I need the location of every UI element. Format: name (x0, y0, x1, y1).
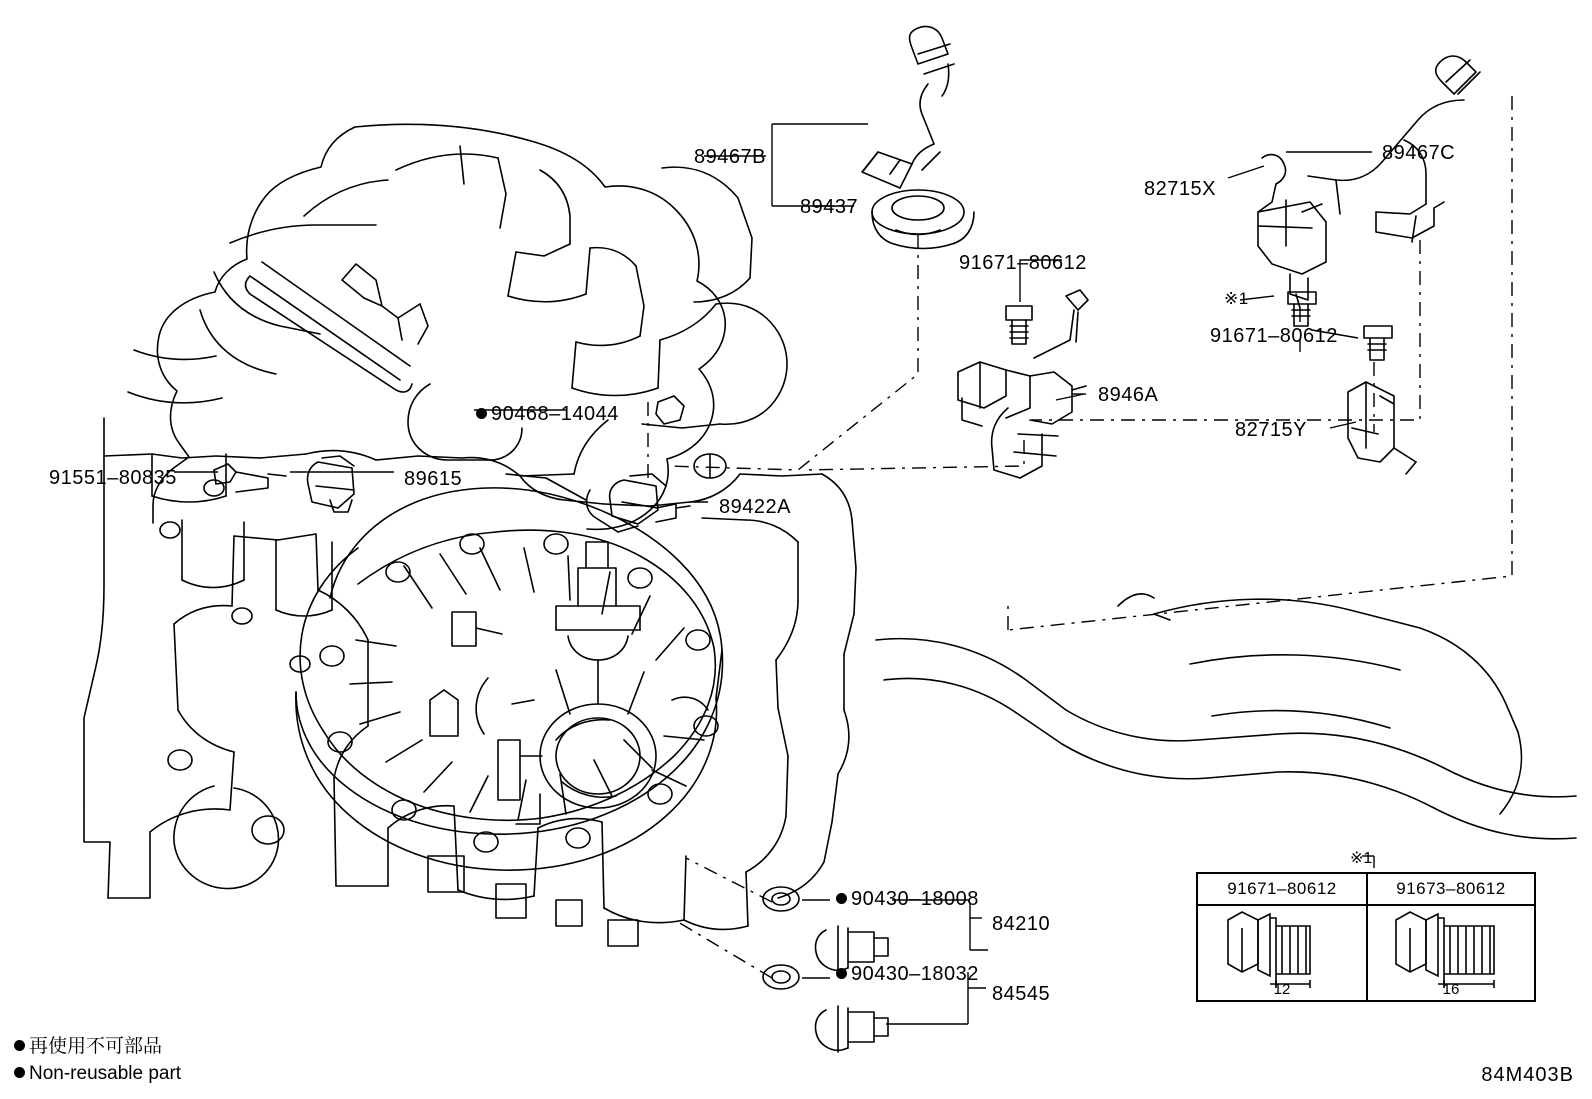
bolt-specification-table (1196, 872, 1536, 1002)
legend-item-jp: 再使用不可部品 (14, 1033, 181, 1060)
callout-91671-80612-top: 91671–80612 (959, 252, 1087, 274)
callout-82715X: 82715X (1144, 178, 1216, 200)
callout-90430-18008: 90430–18008 (836, 888, 979, 911)
bolt-part-number-2: 91673–80612 (1368, 874, 1534, 906)
non-reusable-bullet-icon (14, 1040, 25, 1051)
callout-90430-18032: 90430–18032 (836, 963, 979, 986)
diagram-code: 84M403B (1481, 1064, 1574, 1086)
bolt-illustration-1 (1198, 906, 1366, 1002)
bolt-illustration-2 (1368, 906, 1534, 1002)
callout-91551-80835: 91551–80835 (49, 467, 177, 489)
bolt-length-2: 16 (1442, 981, 1460, 998)
bolt-part-number-1: 91671–80612 (1198, 874, 1366, 906)
callout-90468-14044: 90468–14044 (476, 403, 619, 426)
bolt-table-footnote-mark: ※1 (1350, 850, 1373, 867)
callout-8946A: 8946A (1098, 384, 1159, 406)
callout-footnote-mark-1: ※1 (1224, 289, 1249, 308)
callout-89422A: 89422A (719, 496, 791, 518)
bolt-table-column-1 (1198, 874, 1366, 1000)
non-reusable-bullet-icon (476, 408, 487, 419)
legend (14, 1033, 181, 1087)
callout-89467B: 89467B (694, 146, 766, 168)
callout-89615: 89615 (404, 468, 463, 490)
callout-82715Y: 82715Y (1235, 419, 1307, 441)
legend-item-en: Non-reusable part (14, 1060, 181, 1087)
callout-89467C: 89467C (1382, 142, 1456, 164)
non-reusable-bullet-icon (836, 893, 847, 904)
callout-84545: 84545 (992, 983, 1051, 1005)
bolt-table-column-2 (1366, 874, 1534, 1000)
non-reusable-bullet-icon (14, 1067, 25, 1078)
callout-84210: 84210 (992, 913, 1051, 935)
bolt-length-1: 12 (1273, 981, 1291, 998)
callout-89437: 89437 (800, 196, 859, 218)
callout-91671-80612-right: 91671–80612 (1210, 325, 1338, 347)
non-reusable-bullet-icon (836, 968, 847, 979)
